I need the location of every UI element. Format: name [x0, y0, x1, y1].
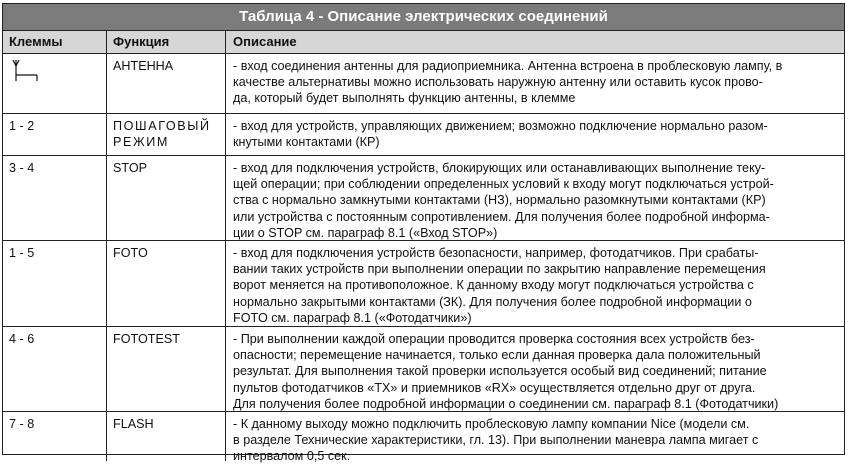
- row-function: FOTO: [107, 241, 226, 326]
- row-description: - К данному выходу можно подключить проблесковую лампу компании Nice (модели см. в разделе Технические характеристики, гл. 13). При выполнении маневра лампа мигает с интервалом 0,5 сек.: [233, 417, 759, 464]
- table-row: [3, 114, 844, 156]
- row-description: - вход для подключения устройств безопасности, например, фотодатчиков. При срабаты- вании таких устройств при выполнении операции по закрытию направление перемещения ворот меняется на противоположное. К данному входу могут подключаться устройства с нормально закрытыми контактами (ЗК). Для получения более подробной информации о FOTO см. параграф 8.1 («Фотодатчики»): [233, 246, 766, 325]
- table-row: [3, 54, 844, 114]
- row-function: FLASH: [107, 412, 226, 461]
- row-function: FOTOTEST: [107, 327, 226, 411]
- table-row: [3, 241, 844, 327]
- antenna-icon: [9, 59, 43, 85]
- row-terminals: 4 - 6: [3, 327, 107, 411]
- header-terminals: Клеммы: [3, 31, 107, 53]
- row-description: - вход для устройств, управляющих движением; возможно подключение нормально разом- кнутыми контактами (КР): [233, 119, 768, 150]
- table-row: [3, 156, 844, 241]
- header-description: Описание: [233, 34, 297, 49]
- row-terminals: 1 - 2: [3, 114, 107, 155]
- row-terminals: 1 - 5: [3, 241, 107, 326]
- row-description: - вход соединения антенны для радиоприемника. Антенна встроена в проблесковую лампу, в качестве альтернативы можно использовать наружную антенну или оставить кусок прово- да, который будет выполнять функцию антенны, в клемме: [233, 59, 783, 106]
- row-description: - При выполнении каждой операции проводится проверка состояния всех устройств без- опасности; перемещение начинается, только если данная проверка дала положительный результат. Для выполнения такой проверки используется особый вид соединений; питание пультов фотодатчиков «TX» и приемников «RX» осуществляется отдельно друг от друга. Для получения более подробной информации о соединении см. параграф 8.1 (Фотодатчики): [233, 332, 779, 411]
- table-row: [3, 412, 844, 464]
- table-title: Таблица 4 - Описание электрических соединений: [3, 4, 844, 31]
- row-function: ПОШАГОВЫЙ РЕЖИМ: [107, 114, 226, 155]
- table-header: [3, 31, 844, 54]
- row-terminals: 3 - 4: [3, 156, 107, 240]
- row-function: STOP: [107, 156, 226, 240]
- table-row: [3, 327, 844, 412]
- row-function: АНТЕННА: [107, 54, 226, 113]
- row-description: - вход для подключения устройств, блокирующих или останавливающих выполнение теку- щей операции; при соблюдении определенных условий к входу могут подключаться устрой- ства с нормально замкнутыми контактами (НЗ), нормально разомкнутыми контактами (КР) или устройства с постоянным сопротивлением. Для получения более подробной информа- ции о STOP см. параграф 8.1 («Вход STOP»): [233, 161, 774, 240]
- row-terminals: [3, 54, 107, 113]
- connections-table: [2, 3, 845, 464]
- header-function: Функция: [107, 31, 226, 53]
- row-terminals: 7 - 8: [3, 412, 107, 461]
